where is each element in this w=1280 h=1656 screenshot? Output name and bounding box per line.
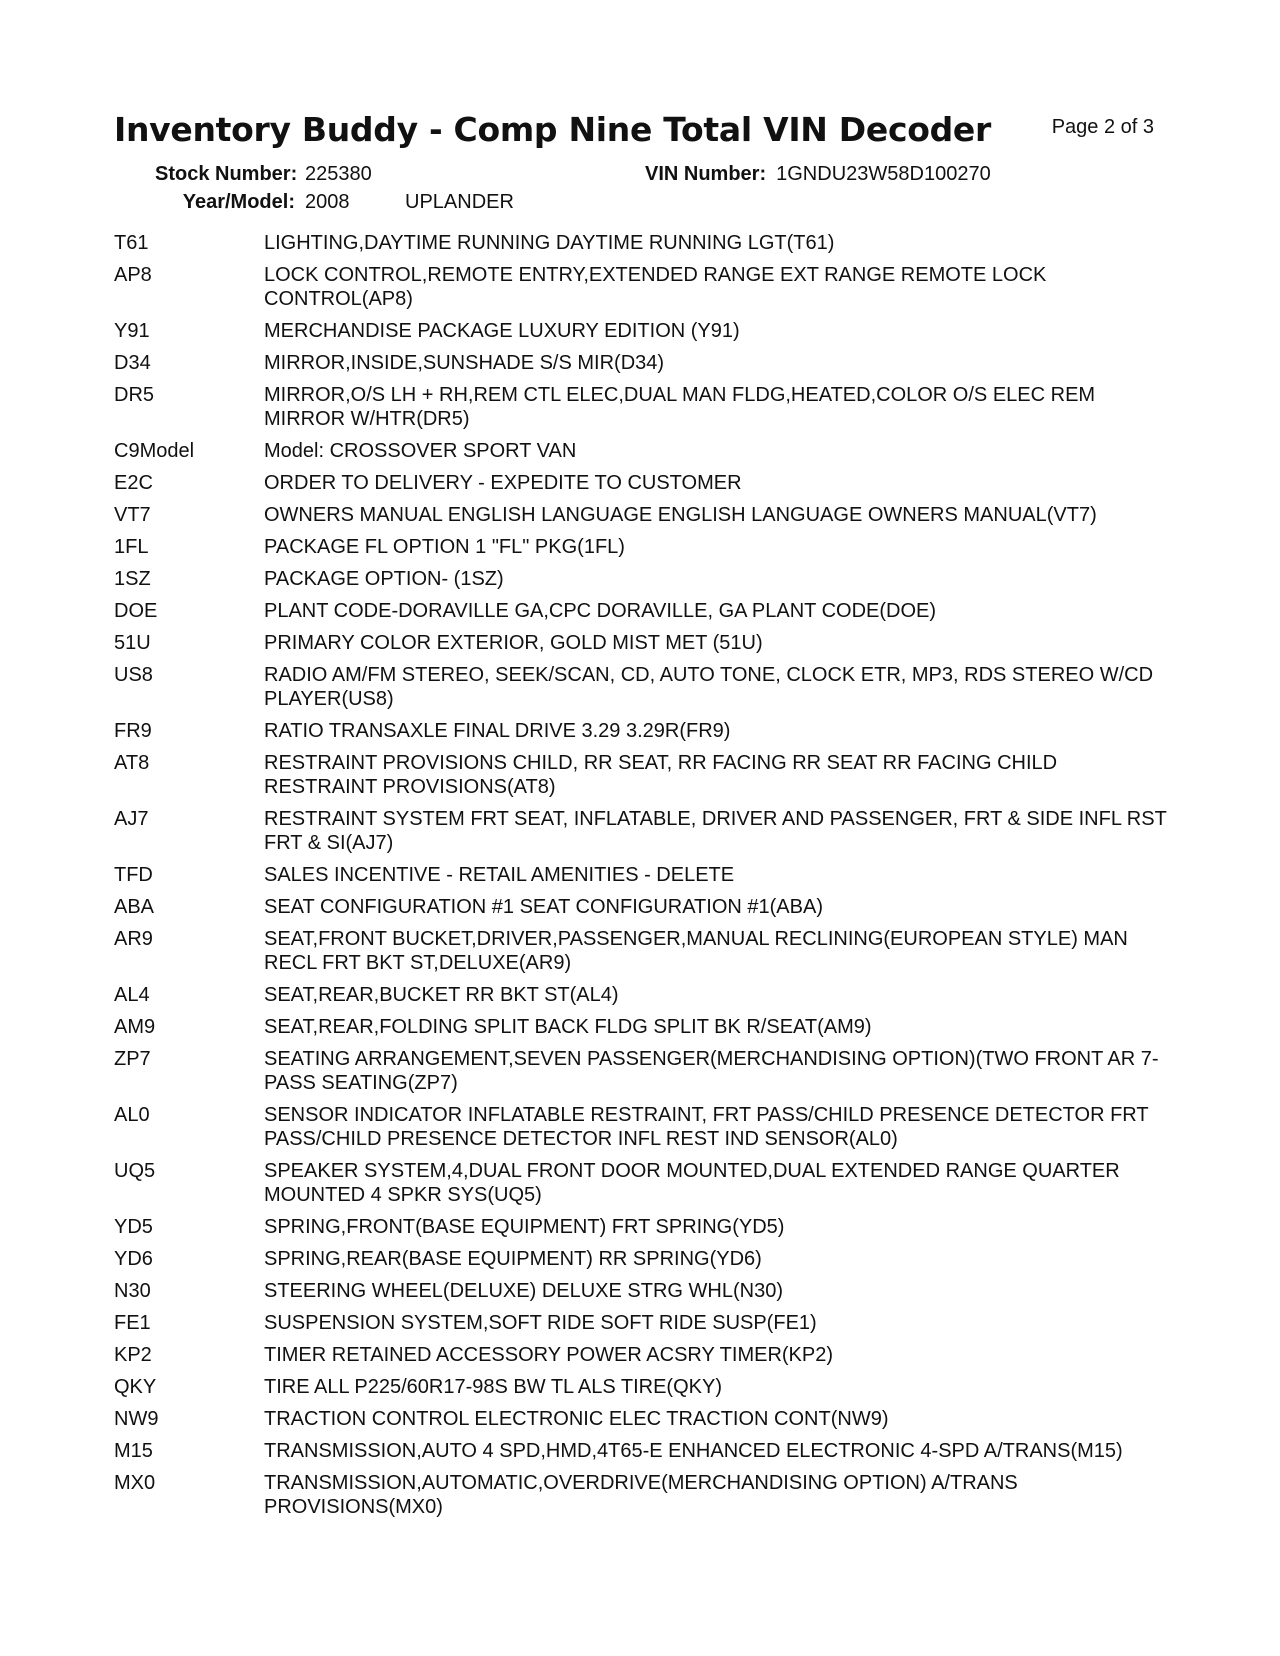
option-code: TFD	[114, 864, 153, 886]
option-description: OWNERS MANUAL ENGLISH LANGUAGE ENGLISH LANGUAGE OWNERS MANUAL(VT7)	[264, 504, 1097, 526]
stock-number-value: 225380	[305, 163, 372, 185]
model-value: UPLANDER	[405, 191, 514, 213]
option-description: SPEAKER SYSTEM,4,DUAL FRONT DOOR MOUNTED,DUAL EXTENDED RANGE QUARTER MOUNTED 4 SPKR SYS(UQ5)	[264, 1160, 1120, 1206]
option-code: E2C	[114, 472, 153, 494]
option-code: DOE	[114, 600, 158, 622]
option-description: TIMER RETAINED ACCESSORY POWER ACSRY TIMER(KP2)	[264, 1344, 834, 1366]
option-row	[114, 567, 1174, 591]
option-row	[114, 599, 1174, 623]
option-row	[114, 1343, 1174, 1367]
option-row	[114, 807, 1174, 855]
option-description: STEERING WHEEL(DELUXE) DELUXE STRG WHL(N30)	[264, 1280, 783, 1302]
option-code: KP2	[114, 1344, 152, 1366]
option-code: 1FL	[114, 536, 149, 558]
option-row	[114, 439, 1174, 463]
option-code: AT8	[114, 752, 150, 774]
option-description: SEATING ARRANGEMENT,SEVEN PASSENGER(MERCHANDISING OPTION)(TWO FRONT AR 7-PASS SEATING(ZP7)	[264, 1048, 1159, 1094]
stock-number-label: Stock Number:	[155, 163, 298, 185]
option-row	[114, 1311, 1174, 1335]
option-description: Model: CROSSOVER SPORT VAN	[264, 440, 577, 462]
option-row	[114, 471, 1174, 495]
option-row	[114, 1103, 1174, 1151]
option-row	[114, 895, 1174, 919]
vin-number-value: 1GNDU23W58D100270	[776, 163, 991, 185]
option-row	[114, 535, 1174, 559]
option-description: SEAT CONFIGURATION #1 SEAT CONFIGURATION #1(ABA)	[264, 896, 823, 918]
option-row	[114, 927, 1174, 975]
option-list	[114, 231, 1174, 1527]
option-code: DR5	[114, 384, 155, 406]
option-row	[114, 351, 1174, 375]
option-description: TRACTION CONTROL ELECTRONIC ELEC TRACTION CONT(NW9)	[264, 1408, 889, 1430]
option-row	[114, 383, 1174, 431]
option-code: Y91	[114, 320, 150, 342]
option-description: SEAT,REAR,BUCKET RR BKT ST(AL4)	[264, 984, 619, 1006]
option-description: RESTRAINT PROVISIONS CHILD, RR SEAT, RR FACING RR SEAT RR FACING CHILD RESTRAINT PROVISIONS(AT8)	[264, 752, 1058, 798]
year-model-field	[155, 191, 350, 214]
option-row	[114, 503, 1174, 527]
option-code: ZP7	[114, 1048, 151, 1070]
option-description: LIGHTING,DAYTIME RUNNING DAYTIME RUNNING LGT(T61)	[264, 232, 835, 254]
option-code: FR9	[114, 720, 152, 742]
vin-number-label: VIN Number:	[645, 163, 767, 185]
option-description: SEAT,REAR,FOLDING SPLIT BACK FLDG SPLIT BK R/SEAT(AM9)	[264, 1016, 872, 1038]
option-row	[114, 983, 1174, 1007]
option-row	[114, 719, 1174, 743]
option-row	[114, 1407, 1174, 1431]
option-code: T61	[114, 232, 149, 254]
option-row	[114, 1215, 1174, 1239]
option-description: MIRROR,O/S LH + RH,REM CTL ELEC,DUAL MAN FLDG,HEATED,COLOR O/S ELEC REM MIRROR W/HTR(DR5)	[264, 384, 1096, 430]
option-description: MERCHANDISE PACKAGE LUXURY EDITION (Y91)	[264, 320, 740, 342]
option-code: 1SZ	[114, 568, 151, 590]
option-row	[114, 1471, 1174, 1519]
option-code: AL4	[114, 984, 150, 1006]
option-row	[114, 263, 1174, 311]
option-row	[114, 1015, 1174, 1039]
option-row	[114, 1375, 1174, 1399]
option-row	[114, 751, 1174, 799]
option-code: M15	[114, 1440, 153, 1462]
option-code: ABA	[114, 896, 155, 918]
page-number: Page 2 of 3	[1051, 116, 1154, 138]
option-code: QKY	[114, 1376, 157, 1398]
option-description: TIRE ALL P225/60R17-98S BW TL ALS TIRE(QKY)	[264, 1376, 722, 1398]
option-code: YD6	[114, 1248, 153, 1270]
option-description: SENSOR INDICATOR INFLATABLE RESTRAINT, FRT PASS/CHILD PRESENCE DETECTOR FRT PASS/CHILD PRESENCE DETECTOR INFL REST IND SENSOR(AL0)	[264, 1104, 1149, 1150]
option-description: LOCK CONTROL,REMOTE ENTRY,EXTENDED RANGE EXT RANGE REMOTE LOCK CONTROL(AP8)	[264, 264, 1047, 310]
option-row	[114, 663, 1174, 711]
option-row	[114, 1247, 1174, 1271]
option-code: AJ7	[114, 808, 149, 830]
option-code: AP8	[114, 264, 152, 286]
vin-number-field	[645, 163, 991, 186]
document-title: Inventory Buddy - Comp Nine Total VIN Decoder	[114, 110, 991, 149]
option-code: US8	[114, 664, 153, 686]
option-description: PACKAGE OPTION- (1SZ)	[264, 568, 504, 590]
option-description: SPRING,REAR(BASE EQUIPMENT) RR SPRING(YD6)	[264, 1248, 762, 1270]
option-row	[114, 1047, 1174, 1095]
stock-number-field	[155, 163, 372, 186]
option-code: C9Model	[114, 440, 195, 462]
option-code: AR9	[114, 928, 153, 950]
option-description: RADIO AM/FM STEREO, SEEK/SCAN, CD, AUTO TONE, CLOCK ETR, MP3, RDS STEREO W/CD PLAYER(US8)	[264, 664, 1154, 710]
option-description: TRANSMISSION,AUTOMATIC,OVERDRIVE(MERCHANDISING OPTION) A/TRANS PROVISIONS(MX0)	[264, 1472, 1018, 1518]
option-code: AM9	[114, 1016, 156, 1038]
option-row	[114, 231, 1174, 255]
year-value: 2008	[305, 191, 350, 213]
option-row	[114, 1279, 1174, 1303]
option-description: ORDER TO DELIVERY - EXPEDITE TO CUSTOMER	[264, 472, 742, 494]
option-description: RATIO TRANSAXLE FINAL DRIVE 3.29 3.29R(FR9)	[264, 720, 731, 742]
option-code: D34	[114, 352, 151, 374]
option-code: VT7	[114, 504, 151, 526]
option-description: PLANT CODE-DORAVILLE GA,CPC DORAVILLE, GA PLANT CODE(DOE)	[264, 600, 937, 622]
year-model-label: Year/Model:	[182, 191, 295, 213]
option-row	[114, 319, 1174, 343]
option-code: N30	[114, 1280, 151, 1302]
option-description: MIRROR,INSIDE,SUNSHADE S/S MIR(D34)	[264, 352, 665, 374]
option-description: SEAT,FRONT BUCKET,DRIVER,PASSENGER,MANUAL RECLINING(EUROPEAN STYLE) MAN RECL FRT BKT ST,DELUXE(AR9)	[264, 928, 1128, 974]
option-description: PRIMARY COLOR EXTERIOR, GOLD MIST MET (51U)	[264, 632, 763, 654]
option-row	[114, 1439, 1174, 1463]
option-description: TRANSMISSION,AUTO 4 SPD,HMD,4T65-E ENHANCED ELECTRONIC 4-SPD A/TRANS(M15)	[264, 1440, 1123, 1462]
option-code: NW9	[114, 1408, 159, 1430]
option-description: SUSPENSION SYSTEM,SOFT RIDE SOFT RIDE SUSP(FE1)	[264, 1312, 817, 1334]
option-description: SALES INCENTIVE - RETAIL AMENITIES - DELETE	[264, 864, 735, 886]
option-code: 51U	[114, 632, 151, 654]
option-row	[114, 631, 1174, 655]
option-description: PACKAGE FL OPTION 1 "FL" PKG(1FL)	[264, 536, 625, 558]
option-code: YD5	[114, 1216, 153, 1238]
option-code: AL0	[114, 1104, 150, 1126]
option-description: SPRING,FRONT(BASE EQUIPMENT) FRT SPRING(YD5)	[264, 1216, 785, 1238]
option-row	[114, 863, 1174, 887]
option-description: RESTRAINT SYSTEM FRT SEAT, INFLATABLE, DRIVER AND PASSENGER, FRT & SIDE INFL RST FRT & SI(AJ7)	[264, 808, 1167, 854]
option-code: UQ5	[114, 1160, 156, 1182]
option-code: FE1	[114, 1312, 151, 1334]
option-row	[114, 1159, 1174, 1207]
option-code: MX0	[114, 1472, 156, 1494]
